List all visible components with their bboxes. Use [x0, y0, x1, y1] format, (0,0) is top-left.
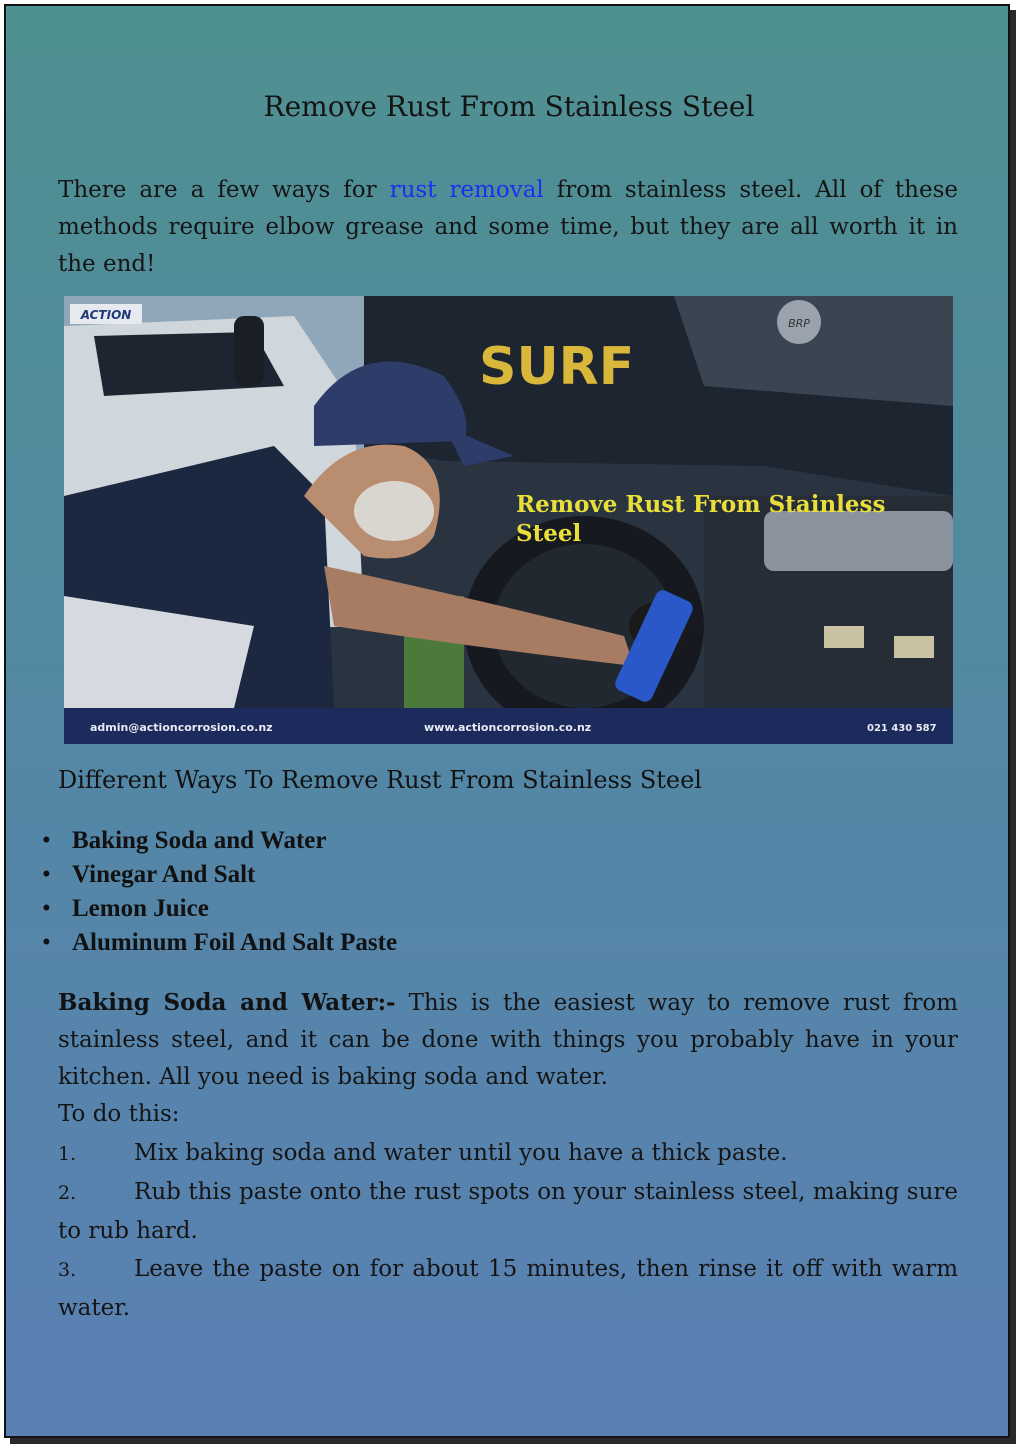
step-number: 3.: [58, 1259, 77, 1281]
side-mirror: [234, 316, 264, 386]
warning-label-2: [894, 636, 934, 658]
step-item: [58, 1134, 958, 1173]
step-number: 1.: [58, 1143, 77, 1165]
list-item: • Aluminum Foil And Salt Paste: [38, 926, 397, 960]
intro-paragraph: [58, 172, 958, 283]
brp-badge-text: BRP: [788, 317, 810, 330]
action-logo-text: ACTION: [80, 308, 132, 322]
baking-soda-paragraph: [58, 984, 958, 1096]
surf-text: SURF: [479, 337, 635, 397]
document-page: [4, 4, 1010, 1438]
engine-part: [764, 511, 953, 571]
rust-removal-link[interactable]: rust removal: [389, 177, 544, 203]
steps-list: [58, 1134, 958, 1327]
methods-list: [38, 824, 397, 960]
step-item: [58, 1173, 958, 1250]
banner-website: www.actioncorrosion.co.nz: [424, 721, 592, 734]
overlay-title-line2: Steel: [516, 520, 582, 547]
overlay-title-line1: Remove Rust From Stainless: [516, 491, 886, 518]
list-item: • Baking Soda and Water: [38, 824, 397, 858]
page-title: Remove Rust From Stainless Steel: [263, 90, 755, 123]
warning-label: [824, 626, 864, 648]
step-text: Mix baking soda and water until you have a thick paste.: [134, 1140, 788, 1166]
step-item: [58, 1250, 958, 1327]
respirator-mask: [354, 481, 434, 541]
banner-image: [64, 296, 953, 744]
list-item: • Lemon Juice: [38, 892, 397, 926]
todo-label: To do this:: [58, 1101, 180, 1127]
intro-text-before: There are a few ways for: [58, 177, 390, 203]
step-number: 2.: [58, 1182, 77, 1204]
step-text: Leave the paste on for about 15 minutes, then rinse it off with warm water.: [58, 1256, 958, 1321]
banner-phone: 021 430 587: [867, 723, 937, 734]
banner-illustration: [64, 296, 953, 744]
list-item: • Vinegar And Salt: [38, 858, 397, 892]
banner-email: admin@actioncorrosion.co.nz: [90, 721, 273, 734]
baking-soda-heading: Baking Soda and Water:-: [58, 989, 396, 1016]
section-subheading: Different Ways To Remove Rust From Stainless Steel: [58, 766, 702, 794]
step-text: Rub this paste onto the rust spots on your stainless steel, making sure to rub hard.: [58, 1179, 958, 1244]
intro-text-after: from stainless steel. All of these methods require elbow grease and some time, but they are all worth it in the end!: [58, 177, 958, 277]
baking-soda-body: This is the easiest way to remove rust from stainless steel, and it can be done with things you probably have in your kitchen. All you need is baking soda and water.: [58, 990, 958, 1090]
